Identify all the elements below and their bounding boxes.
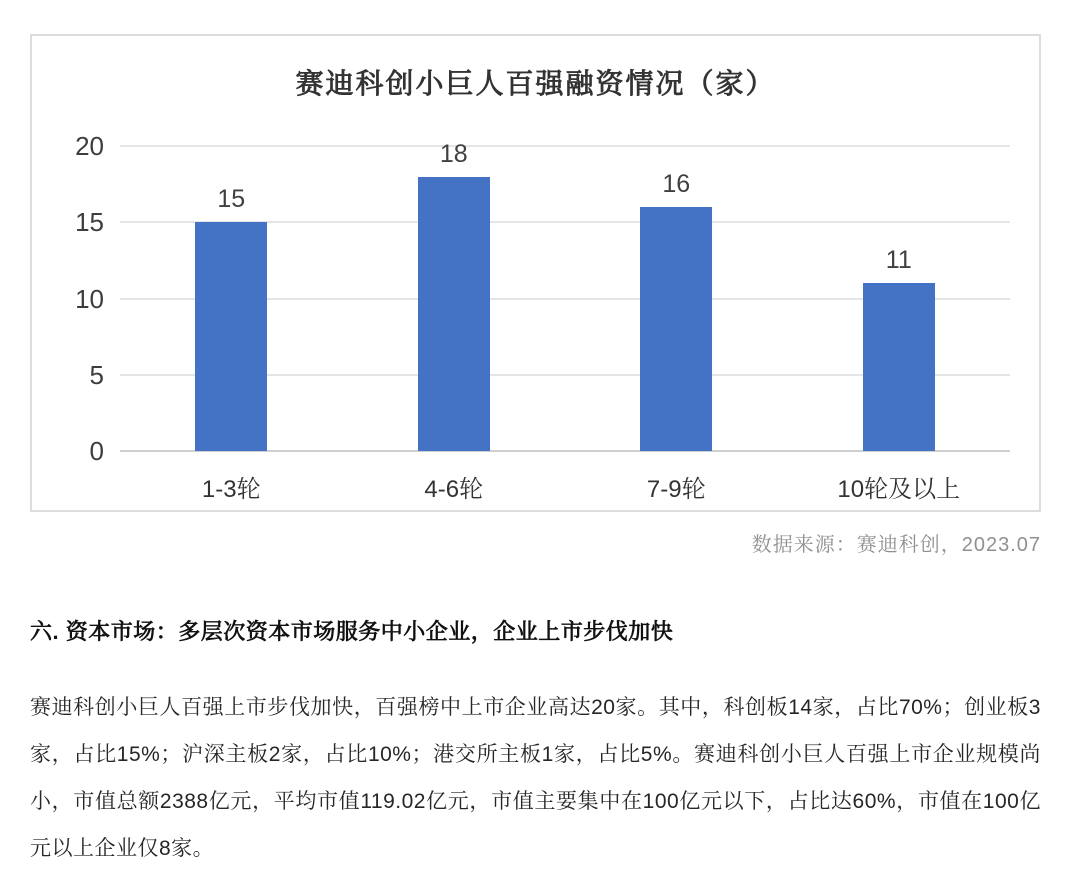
x-axis-label-2: 7-9轮 [646, 476, 706, 503]
body-paragraph: 赛迪科创小巨人百强上市步伐加快，百强榜中上市企业高达20家。其中，科创板14家，占比70%；创业板3家，占比15%；沪深主板2家，占比10%；港交所主板1家，占比5%。赛迪科创小巨人百强上市企业规模尚小，市值总额2388亿元，平均市值119.02亿元，市值主要集中在100亿元以下，占比达60%，市值在100亿元以上企业仅8家。 [30, 696, 1041, 860]
financing-bar-chart [30, 34, 1041, 512]
bar-slot-1 [343, 139, 566, 503]
bars-layer [120, 139, 1010, 503]
x-axis-label-0: 1-3轮 [201, 476, 261, 503]
bar-value-label-3: 11 [885, 246, 912, 275]
plot-row [32, 131, 1039, 503]
y-tick-label-10: 10 [75, 283, 104, 314]
bar-slot-2 [565, 146, 788, 503]
bar-4-6轮 [418, 177, 490, 452]
data-source-note: 数据来源：赛迪科创，2023.07 [751, 534, 1041, 556]
y-tick-label-15: 15 [75, 207, 104, 238]
x-axis-label-3: 10轮及以上 [837, 476, 961, 503]
bar-value-label-0: 15 [217, 185, 246, 214]
bar-slot-3 [788, 146, 1011, 503]
bar-10轮及以上 [863, 283, 935, 451]
plot-area [120, 139, 1010, 503]
chart-title: 赛迪科创小巨人百强融资情况（家） [295, 68, 776, 99]
section-heading: 六. 资本市场：多层次资本市场服务中小企业，企业上市步伐加快 [30, 619, 674, 644]
y-axis [32, 131, 120, 466]
y-tick-label-20: 20 [75, 131, 104, 161]
bar-value-label-2: 16 [662, 170, 691, 198]
bar-slot-0 [120, 146, 343, 503]
y-tick-label-0: 0 [89, 436, 104, 466]
bar-1-3轮 [195, 222, 267, 451]
y-tick-label-5: 5 [89, 359, 104, 390]
bar-value-label-1: 18 [439, 139, 468, 168]
bar-7-9轮 [640, 207, 712, 451]
x-axis-label-1: 4-6轮 [424, 476, 484, 503]
